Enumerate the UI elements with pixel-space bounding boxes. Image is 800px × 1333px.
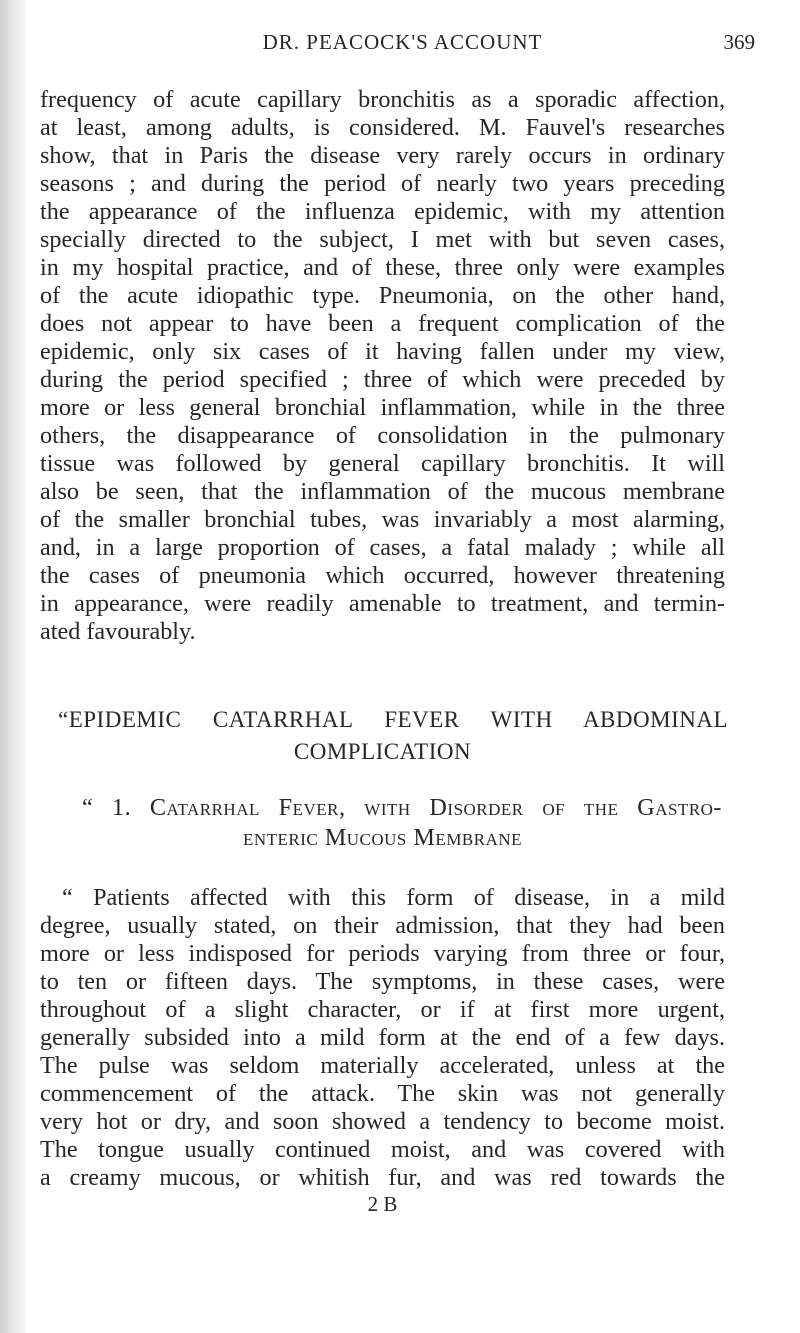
text-line: during the period specified ; three of which were preceded by <box>40 366 725 393</box>
text-line: degree, usually stated, on their admission, that they had been <box>40 912 725 939</box>
text-line: The pulse was seldom materially accelerated, unless at the <box>40 1052 725 1079</box>
heading-line: COMPLICATION <box>293 739 472 764</box>
text-line: “ Patients affected with this form of disease, in a mild <box>62 884 725 911</box>
text-line: also be seen, that the inflammation of the mucous membrane <box>40 478 725 505</box>
text-line: others, the disappearance of consolidation in the pulmonary <box>40 422 725 449</box>
subheading-line: enteric Mucous Membrane <box>242 824 523 851</box>
text-line: in appearance, were readily amenable to treatment, and termin- <box>40 590 725 617</box>
book-page <box>40 0 765 1333</box>
page-number: 369 <box>723 30 755 54</box>
text-line: seasons ; and during the period of nearly two years preceding <box>40 170 725 197</box>
text-line: to ten or fifteen days. The symptoms, in these cases, were <box>40 968 725 995</box>
text-line: the cases of pneumonia which occurred, however threatening <box>40 562 725 589</box>
subheading-line: “ 1. Catarrhal Fever, with Disorder of the Gastro- <box>82 794 722 821</box>
text-line: more or less general bronchial inflammation, while in the three <box>40 394 725 421</box>
text-line: very hot or dry, and soon showed a tendency to become moist. <box>40 1108 725 1135</box>
text-line: ated favourably. <box>40 618 196 645</box>
text-line: The tongue usually continued moist, and was covered with <box>40 1136 725 1163</box>
text-line: in my hospital practice, and of these, three only were examples <box>40 254 725 281</box>
page-gutter-shadow <box>0 0 26 1333</box>
text-line: at least, among adults, is considered. M. Fauvel's researches <box>40 114 725 141</box>
text-line: commencement of the attack. The skin was not generally <box>40 1080 725 1107</box>
text-line: of the acute idiopathic type. Pneumonia, on the other hand, <box>40 282 725 309</box>
text-line: generally subsided into a mild form at the end of a few days. <box>40 1024 725 1051</box>
text-line: tissue was followed by general capillary bronchitis. It will <box>40 450 725 477</box>
page-header <box>40 30 765 60</box>
text-line: specially directed to the subject, I met with but seven cases, <box>40 226 725 253</box>
text-line: frequency of acute capillary bronchitis as a sporadic affection, <box>40 86 725 113</box>
text-line: the appearance of the influenza epidemic, with my attention <box>40 198 725 225</box>
text-line: a creamy mucous, or whitish fur, and was red towards the <box>40 1164 725 1191</box>
text-line: epidemic, only six cases of it having fallen under my view, <box>40 338 725 365</box>
signature-mark: 2 B <box>367 1192 398 1216</box>
text-line: of the smaller bronchial tubes, was invariably a most alarming, <box>40 506 725 533</box>
text-line: throughout of a slight character, or if at first more urgent, <box>40 996 725 1023</box>
heading-line: “EPIDEMIC CATARRHAL FEVER WITH ABDOMINAL <box>58 707 728 732</box>
running-head: DR. PEACOCK'S ACCOUNT <box>262 30 543 54</box>
text-line: does not appear to have been a frequent complication of the <box>40 310 725 337</box>
text-line: and, in a large proportion of cases, a fatal malady ; while all <box>40 534 725 561</box>
text-line: show, that in Paris the disease very rarely occurs in ordinary <box>40 142 725 169</box>
text-line: more or less indisposed for periods varying from three or four, <box>40 940 725 967</box>
